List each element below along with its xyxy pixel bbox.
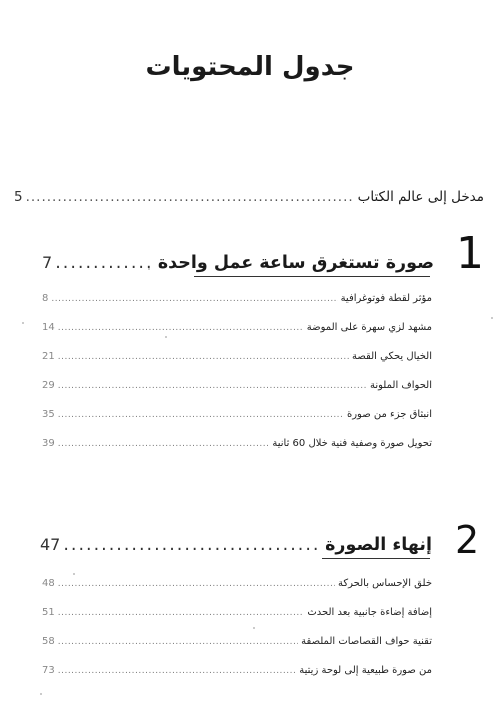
leader-dots [58,323,304,333]
page-number: 73 [42,665,55,676]
page-number: 58 [42,636,55,647]
page-number: 51 [42,607,55,618]
toc-item-row[interactable] [42,351,432,362]
page-number: 5 [14,189,23,205]
toc-entry-label: مشهد لزي سهرة على الموضة [306,322,432,333]
scan-speck [253,627,255,629]
toc-item-row[interactable] [42,380,432,391]
leader-dots [58,410,344,420]
toc-entry-label: تحويل صورة وصفية فنية خلال 60 ثانية [272,438,432,449]
leader-dots [58,439,270,449]
page-number: 47 [40,535,61,554]
chapter-title: إنهاء الصورة [325,535,432,555]
toc-entry-label: خلق الإحساس بالحركة [338,578,432,589]
scan-speck [40,693,42,695]
page-number: 29 [42,380,55,391]
leader-dots [58,579,335,589]
leader-dots [58,637,298,647]
page-number: 39 [42,438,55,449]
chapter-number: 1 [456,228,484,279]
chapter-heading-row[interactable] [42,253,434,273]
leader-dots [26,189,355,205]
page-number: 21 [42,351,55,362]
scan-speck [165,336,167,338]
toc-entry-label: الحواف الملونة [370,380,432,391]
scan-speck [22,322,24,324]
page-number: 48 [42,578,55,589]
toc-item-row[interactable] [42,636,432,647]
toc-item-row[interactable] [42,607,432,618]
chapter-number: 2 [455,518,480,562]
page-number: 7 [42,253,53,272]
scan-speck [491,317,493,319]
toc-item-row[interactable] [42,578,432,589]
toc-entry-label: مؤثر لقطة فوتوغرافية [340,293,432,304]
leader-dots [55,253,155,273]
chapter-title-underline [194,276,430,277]
toc-entry-label: تقنية حواف القصاصات الملصقة [301,636,432,647]
toc-entry-label: من صورة طبيعية إلى لوحة زيتية [299,665,432,676]
toc-entry-label: الخيال يحكي القصة [352,351,432,362]
chapter-title-underline [322,558,430,559]
leader-dots [58,381,367,391]
toc-item-row[interactable] [42,322,432,333]
page-number: 14 [42,322,55,333]
toc-entry-label: مدخل إلى عالم الكتاب [357,189,484,205]
toc-item-row[interactable] [42,409,432,420]
toc-item-row[interactable] [42,293,432,304]
scan-speck [148,268,150,270]
leader-dots [58,608,305,618]
toc-item-row[interactable] [42,438,432,449]
toc-entry-label: انبثاق جزء من صورة [346,409,432,420]
leader-dots [63,535,322,555]
leader-dots [51,294,337,304]
page-number: 8 [42,293,49,304]
toc-item-row[interactable] [42,665,432,676]
page-title: جدول المحتويات [145,52,355,82]
scan-speck [73,573,75,575]
toc-intro-row[interactable] [14,189,484,205]
chapter-title: صورة تستغرق ساعة عمل واحدة [157,253,434,273]
leader-dots [58,666,297,676]
toc-entry-label: إضافة إضاءة جانبية بعد الحدث [307,607,432,618]
leader-dots [58,352,349,362]
chapter-heading-row[interactable] [40,535,432,555]
page-number: 35 [42,409,55,420]
